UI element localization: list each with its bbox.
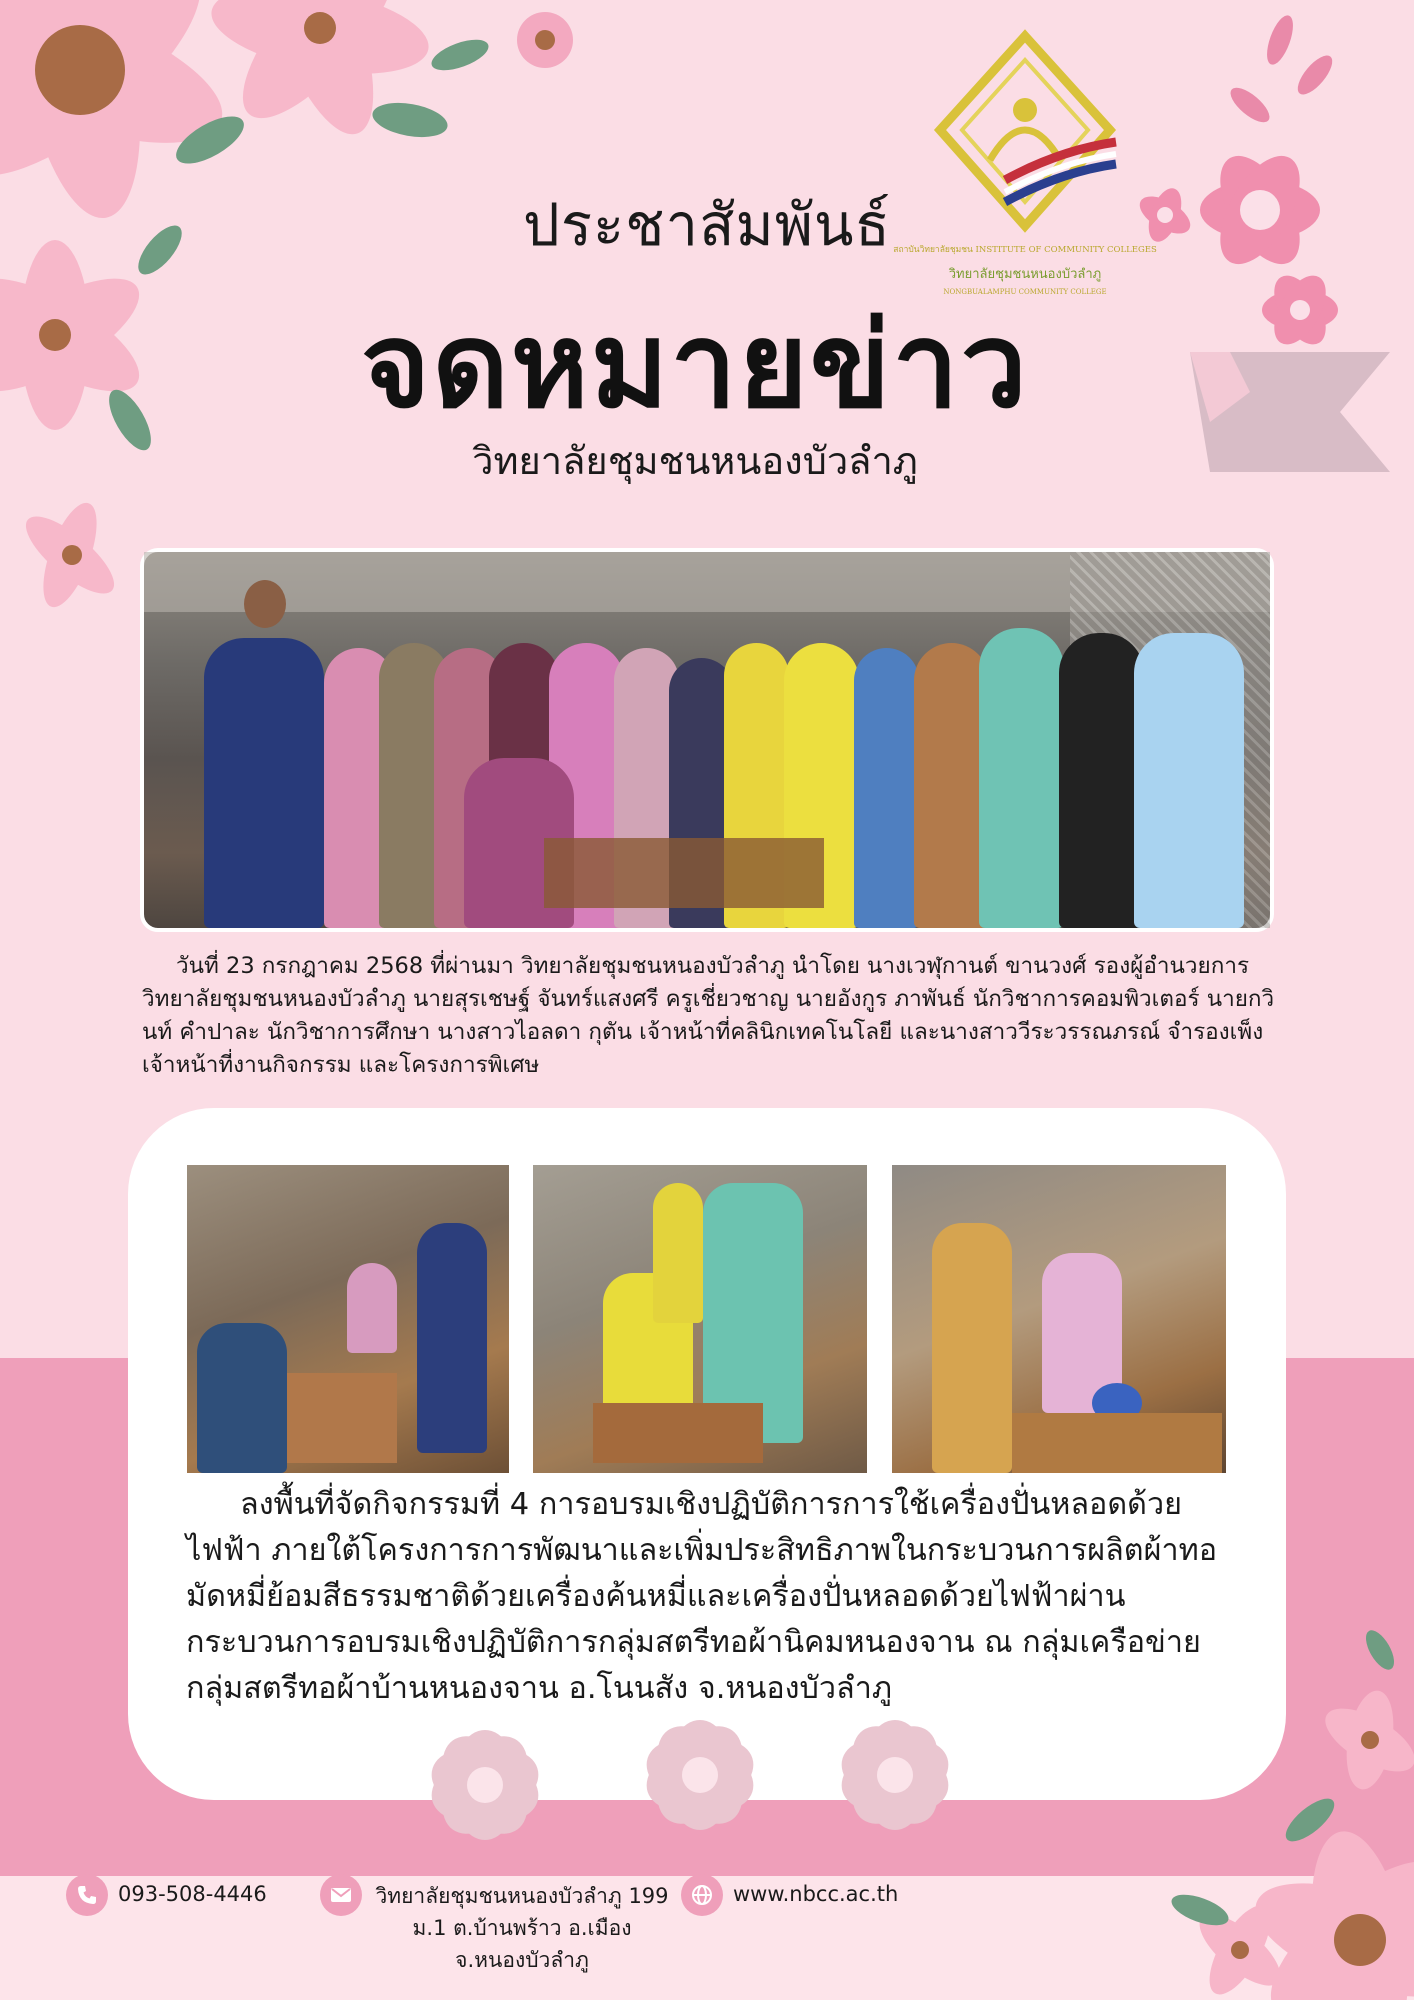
logo-college-th: วิทยาลัยชุมชนหนองบัวลำภู [948,267,1102,282]
page-kicker: ประชาสัมพันธ์ [523,191,891,259]
blossom-decoration [410,1710,1000,1860]
footer-website-link[interactable]: www.nbcc.ac.th [733,1882,899,1906]
mail-icon [320,1874,362,1916]
footer-address-line-3: จ.หนองบัวลำภู [455,1948,589,1972]
footer-phone[interactable]: 093-508-4446 [118,1882,267,1906]
group-photo [140,548,1274,932]
globe-icon [681,1874,723,1916]
activity-text: ลงพื้นที่จัดกิจกรรมที่ 4 การอบรมเชิงปฏิบัติการการใช้เครื่องปั่นหลอดด้วยไฟฟ้า ภายใต้โครงการการพัฒนาและเพิ่มประสิทธิภาพในกระบวนการผลิตผ้าทอมัดหมี่ย้อมสีธรรมชาติด้วยเครื่องค้นหมี่และเครื่องปั่นหลอดด้วยไฟฟ้าผ่านกระบวนการอบรมเชิงปฏิบัติการกลุ่มสตรีทอผ้านิคมหนองจาน ณ กลุ่มเครือข่ายกลุ่มสตรีทอผ้าบ้านหนองจาน อ.โนนสัง จ.หนองบัวลำภู [186,1487,1218,1706]
activity-photo-2 [533,1165,867,1473]
news-main-text: วันที่ 23 กรกฎาคม 2568 ที่ผ่านมา วิทยาลัยชุมชนหนองบัวลำภู นำโดย นางเวฬุกานต์ ขานวงศ์ รองผู้อำนวยการวิทยาลัยชุมชนหนองบัวลำภู นายสุรเชษฐ์ จันทร์แสงศรี ครูเชี่ยวชาญ นายอังกูร ภาพันธ์ นักวิชาการคอมพิวเตอร์ นายกวินท์ คำปาละ นักวิชาการศึกษา นางสาวไอลดา กุตัน เจ้าหน้าที่คลินิกเทคโนโลยี และนางสาววีระวรรณภรณ์ จำรองเพ็ง เจ้าหน้าที่งานกิจกรรม และโครงการพิเศษ [142,953,1275,1078]
activity-photo-3 [892,1165,1226,1473]
footer-address-line-2: ม.1 ต.บ้านพร้าว อ.เมือง [412,1916,632,1940]
logo-arc-text: สถาบันวิทยาลัยชุมชน INSTITUTE OF COMMUNITY COLLEGES [893,245,1157,255]
logo-college-en: NONGBUALAMPHU COMMUNITY COLLEGE [943,288,1107,296]
activity-photo-1 [187,1165,509,1473]
footer-address [372,1880,672,1976]
footer-address-line-1: วิทยาลัยชุมชนหนองบัวลำภู 199 [375,1884,669,1908]
page-subtitle: วิทยาลัยชุมชนหนองบัวลำภู [472,439,918,483]
phone-icon [66,1874,108,1916]
page-title: จดหมายข่าว [361,296,1029,434]
floral-decoration-bottom-right [1030,1580,1414,2000]
